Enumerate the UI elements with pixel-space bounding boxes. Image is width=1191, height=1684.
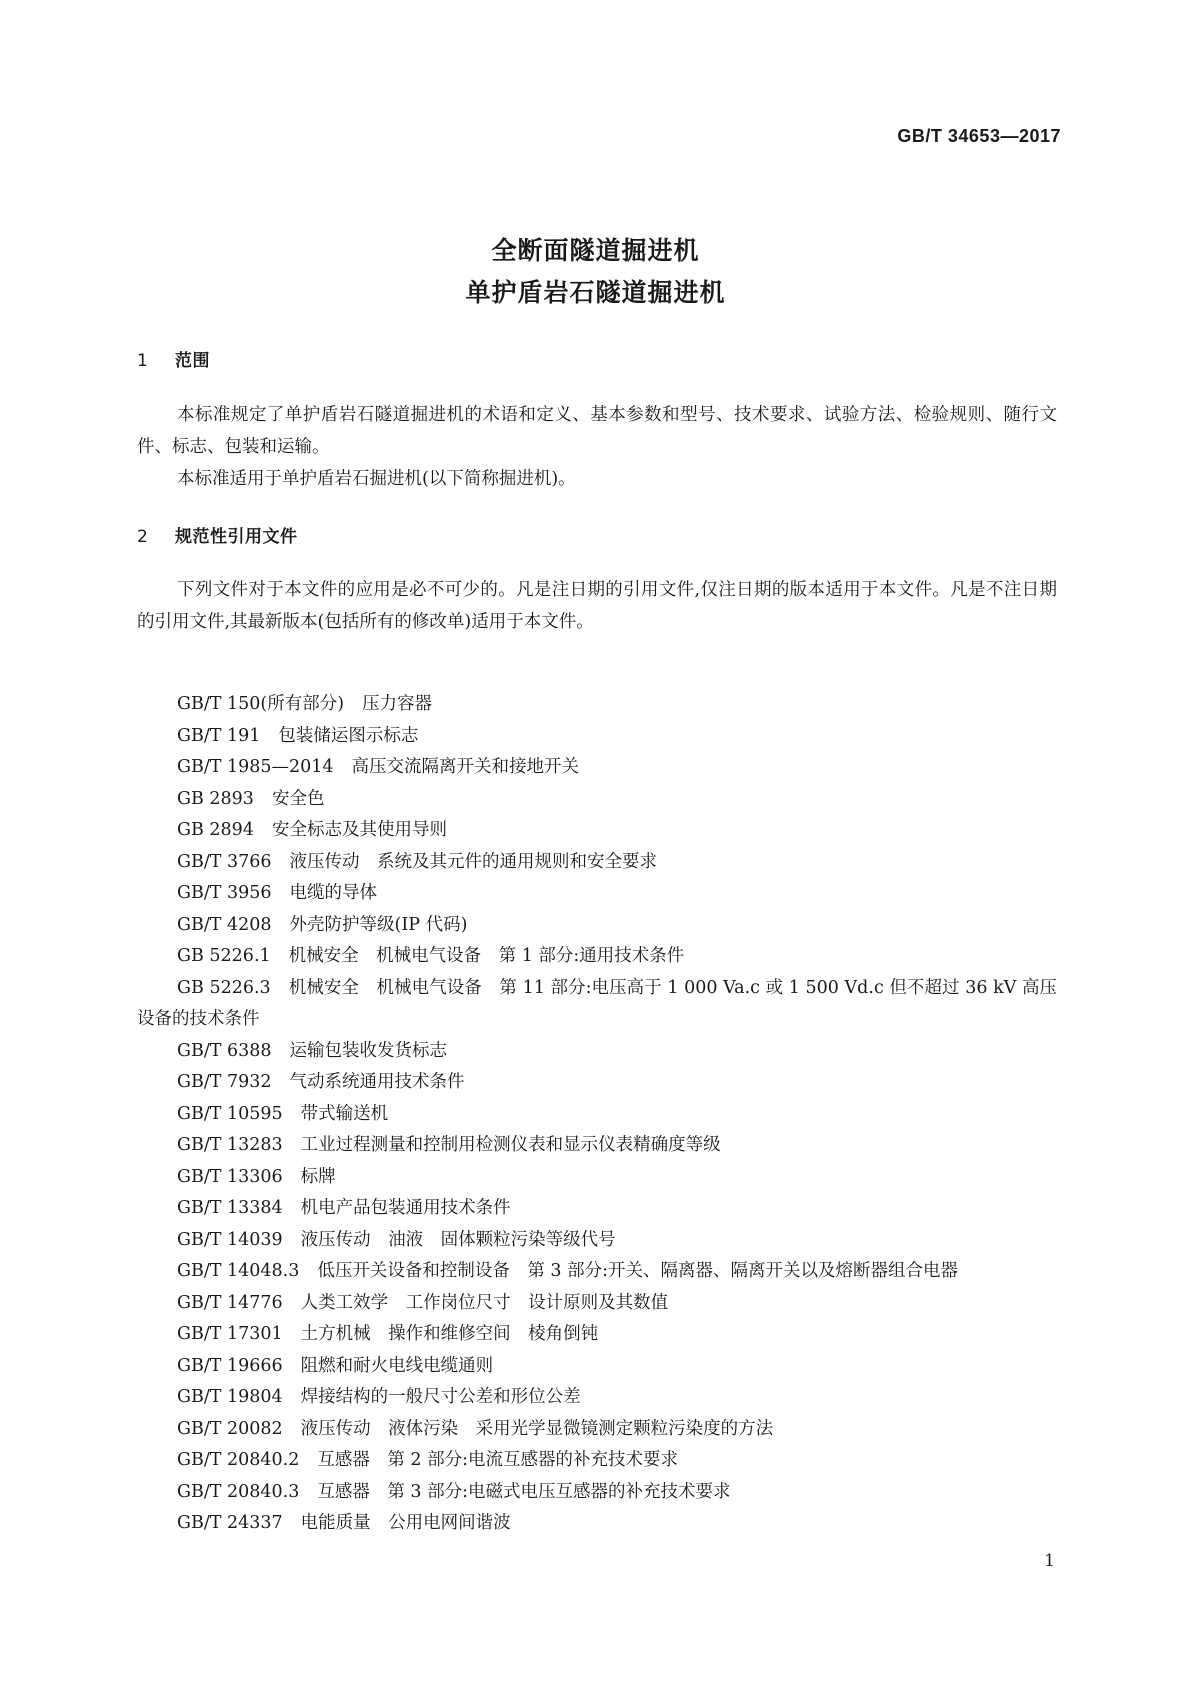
section-1-para-1: 本标准规定了单护盾岩石隧道掘进机的术语和定义、基本参数和型号、技术要求、试验方法、检验规则、随行文件、标志、包装和运输。 (137, 405, 1057, 457)
reference-code: GB/T 20840.3 (177, 1481, 300, 1502)
reference-item (137, 1256, 1057, 1288)
reference-item (137, 1351, 1057, 1383)
reference-title: 液压传动 系统及其元件的通用规则和安全要求 (289, 851, 658, 872)
reference-title: 机械安全 机械电气设备 第 11 部分:电压高于 1 000 Va.c 或 1 500 Vd.c 但不超过 36 kV 高压设备的技术条件 (137, 977, 1058, 1029)
title-line-2: 单护盾岩石隧道掘进机 (465, 278, 726, 307)
reference-list (137, 689, 1057, 1540)
reference-code: GB/T 4208 (177, 914, 272, 935)
reference-item (137, 752, 1057, 784)
reference-title: 土方机械 操作和维修空间 棱角倒钝 (300, 1324, 599, 1344)
reference-code: GB/T 20840.2 (177, 1450, 300, 1470)
document-title (0, 230, 1191, 314)
reference-item (137, 1414, 1057, 1446)
reference-item (137, 689, 1057, 721)
reference-title: 高压交流隔离开关和接地开关 (351, 757, 580, 777)
reference-code: GB/T 13384 (177, 1198, 283, 1218)
reference-title: 液压传动 液体污染 采用光学显微镜测定颗粒污染度的方法 (300, 1418, 774, 1439)
reference-code: GB 5226.1 (177, 946, 271, 966)
reference-title: 工业过程测量和控制用检测仪表和显示仪表精确度等级 (300, 1135, 721, 1155)
reference-code: GB/T 13306 (177, 1166, 283, 1187)
reference-code: GB/T 14039 (177, 1229, 283, 1250)
section-2-title: 规范性引用文件 (175, 527, 298, 547)
reference-code: GB/T 3956 (177, 883, 272, 903)
reference-code: GB/T 14776 (177, 1292, 283, 1313)
reference-item (137, 1319, 1057, 1351)
section-2-heading (137, 522, 298, 547)
reference-code: GB/T 19666 (177, 1355, 283, 1376)
reference-title: 人类工效学 工作岗位尺寸 设计原则及其数值 (300, 1292, 669, 1313)
reference-code: GB/T 19804 (177, 1387, 283, 1407)
section-1-number: 1 (137, 351, 149, 371)
reference-code: GB/T 24337 (177, 1513, 283, 1533)
reference-item (137, 1099, 1057, 1131)
reference-item (137, 878, 1057, 910)
reference-item (137, 1162, 1057, 1194)
reference-item (137, 1508, 1057, 1540)
reference-code: GB/T 14048.3 (177, 1261, 300, 1281)
reference-item (137, 847, 1057, 879)
reference-title: 液压传动 油液 固体颗粒污染等级代号 (300, 1229, 616, 1250)
section-2-number: 2 (137, 527, 149, 547)
reference-item (137, 1382, 1057, 1414)
reference-item (137, 1225, 1057, 1257)
section-1-body (137, 399, 1057, 495)
reference-code: GB/T 1985—2014 (177, 757, 334, 777)
reference-code: GB/T 7932 (177, 1072, 272, 1092)
reference-code: GB/T 20082 (177, 1418, 283, 1439)
reference-code: GB/T 17301 (177, 1324, 283, 1344)
reference-code: GB 5226.3 (177, 977, 271, 998)
reference-title: 电能质量 公用电网间谐波 (300, 1513, 511, 1533)
section-2-intro: 下列文件对于本文件的应用是必不可少的。凡是注日期的引用文件,仅注日期的版本适用于本文件。凡是不注日期的引用文件,其最新版本(包括所有的修改单)适用于本文件。 (137, 580, 1057, 632)
reference-item (137, 910, 1057, 942)
reference-code: GB 2893 (177, 788, 254, 809)
reference-title: 互感器 第 2 部分:电流互感器的补充技术要求 (317, 1450, 678, 1470)
reference-title: 外壳防护等级(IP 代码) (289, 914, 468, 935)
reference-item (137, 784, 1057, 816)
reference-item (137, 1036, 1057, 1068)
reference-code: GB/T 3766 (177, 851, 272, 872)
reference-title: 安全色 (271, 788, 325, 809)
reference-title: 运输包装收发货标志 (289, 1040, 448, 1061)
reference-title: 互感器 第 3 部分:电磁式电压互感器的补充技术要求 (317, 1481, 731, 1502)
section-1-heading (137, 346, 210, 371)
reference-item (137, 973, 1057, 1036)
reference-title: 阻燃和耐火电线电缆通则 (300, 1355, 494, 1376)
reference-title: 低压开关设备和控制设备 第 3 部分:开关、隔离器、隔离开关以及熔断器组合电器 (317, 1261, 958, 1281)
section-2-intro-block (137, 574, 1057, 638)
page-number: 1 (1044, 1551, 1055, 1571)
reference-code: GB/T 13283 (177, 1135, 283, 1155)
reference-item (137, 815, 1057, 847)
reference-title: 带式输送机 (300, 1103, 389, 1124)
reference-title: 安全标志及其使用导则 (271, 820, 447, 840)
reference-code: GB/T 191 (177, 725, 261, 746)
reference-code: GB/T 150(所有部分) (177, 694, 345, 714)
reference-title: 电缆的导体 (289, 883, 378, 903)
reference-code: GB/T 6388 (177, 1040, 272, 1061)
reference-code: GB 2894 (177, 820, 254, 840)
reference-item (137, 721, 1057, 753)
reference-title: 机械安全 机械电气设备 第 1 部分:通用技术条件 (288, 946, 685, 966)
reference-item (137, 1288, 1057, 1320)
reference-title: 标牌 (300, 1166, 336, 1187)
section-1-para-2: 本标准适用于单护盾岩石掘进机(以下简称掘进机)。 (177, 469, 576, 489)
reference-title: 气动系统通用技术条件 (289, 1072, 465, 1092)
reference-title: 包装储运图示标志 (278, 725, 419, 746)
reference-item (137, 1067, 1057, 1099)
reference-item (137, 1130, 1057, 1162)
title-line-1: 全断面隧道掘进机 (491, 236, 700, 265)
reference-item (137, 1445, 1057, 1477)
reference-item (137, 1477, 1057, 1509)
reference-title: 压力容器 (362, 694, 433, 714)
section-1-title: 范围 (175, 351, 210, 371)
standard-code: GB/T 34653—2017 (897, 126, 1061, 146)
reference-code: GB/T 10595 (177, 1103, 283, 1124)
reference-item (137, 1193, 1057, 1225)
reference-title: 机电产品包装通用技术条件 (300, 1198, 511, 1218)
reference-title: 焊接结构的一般尺寸公差和形位公差 (300, 1387, 581, 1407)
reference-item (137, 941, 1057, 973)
